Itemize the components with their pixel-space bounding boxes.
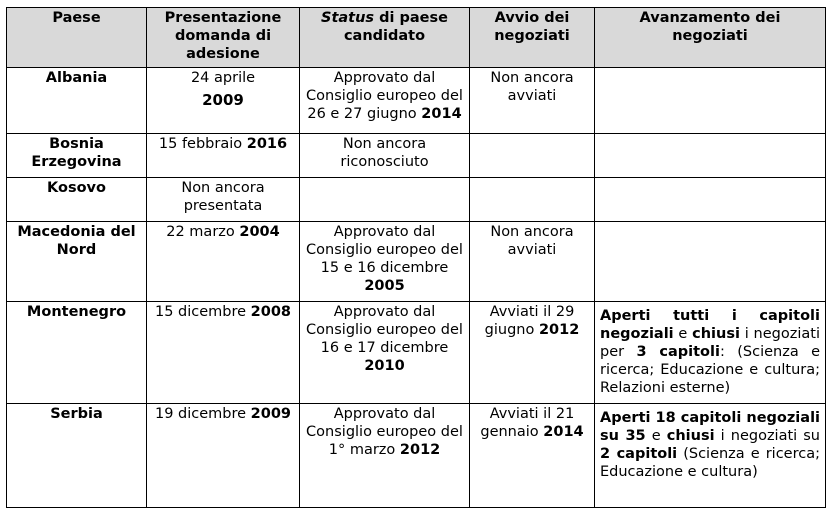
country-macedonia: Macedonia del Nord xyxy=(7,222,147,302)
av-open: Aperti tutti i capitoli negoziali xyxy=(600,308,820,342)
header-status-italic: Status xyxy=(321,10,375,26)
av-closed: chiusi xyxy=(666,428,715,444)
table-row xyxy=(7,222,826,302)
av-detail: : (Scienza e ricerca; Educazione e cultura; Relazioni esterne) xyxy=(600,344,821,396)
domanda-date: 24 aprile xyxy=(190,70,256,86)
domanda-cell xyxy=(147,222,300,302)
av-count: 2 capitoli xyxy=(600,446,678,462)
status-year: 2005 xyxy=(364,278,405,294)
accession-table xyxy=(6,7,826,508)
status-cell xyxy=(300,68,470,134)
domanda-date: 22 marzo xyxy=(166,224,240,240)
avvio-cell: Non ancora avviati xyxy=(470,222,595,302)
avvio-cell: Non ancora avviati xyxy=(470,68,595,134)
country-montenegro: Montenegro xyxy=(7,302,147,404)
avanzamento-cell xyxy=(595,68,826,134)
av-detail: (Scienza e ricerca; Educazione e cultura) xyxy=(600,446,820,480)
header-row xyxy=(7,8,826,68)
av-and: e xyxy=(645,428,667,444)
status-cell xyxy=(300,222,470,302)
status-cell xyxy=(300,302,470,404)
av-closed: chiusi xyxy=(692,326,740,342)
table-row xyxy=(7,68,826,134)
domanda-cell xyxy=(147,68,300,134)
domanda-date: 15 dicembre xyxy=(154,304,251,320)
country-kosovo: Kosovo xyxy=(7,178,147,222)
table-row xyxy=(7,178,826,222)
avanzamento-cell xyxy=(595,222,826,302)
avvio-cell xyxy=(470,302,595,404)
header-status-rest: di paese candidato xyxy=(343,10,448,44)
av-and: e xyxy=(673,326,693,342)
status-text: Approvato dal Consiglio europeo del 26 e 27 giugno xyxy=(306,70,463,122)
status-year: 2010 xyxy=(364,358,405,374)
status-text: Approvato dal Consiglio europeo del 15 e 16 dicembre xyxy=(306,224,463,276)
table-row xyxy=(7,404,826,508)
domanda-date: 15 febbraio xyxy=(158,136,247,152)
domanda-year: 2009 xyxy=(250,406,292,422)
status-year: 2014 xyxy=(421,106,462,122)
status-cell: Non ancora riconosciuto xyxy=(300,134,470,178)
status-cell xyxy=(300,178,470,222)
avanzamento-cell xyxy=(595,404,826,508)
domanda-year: 2016 xyxy=(246,136,288,152)
avvio-year: 2014 xyxy=(543,424,584,440)
avvio-cell xyxy=(470,134,595,178)
domanda-cell: Non ancora presentata xyxy=(147,178,300,222)
status-text: Approvato dal Consiglio europeo del 16 e 17 dicembre xyxy=(306,304,463,356)
domanda-date: 19 dicembre xyxy=(154,406,251,422)
header-avanzamento: Avanzamento dei negoziati xyxy=(595,8,826,68)
domanda-year: 2008 xyxy=(250,304,292,320)
avanzamento-cell xyxy=(595,302,826,404)
status-year: 2012 xyxy=(399,442,441,458)
country-serbia: Serbia xyxy=(7,404,147,508)
avvio-text: Avviati il 21 gennaio xyxy=(480,406,575,440)
avanzamento-cell xyxy=(595,178,826,222)
domanda-year: 2004 xyxy=(239,224,280,240)
avanzamento-cell xyxy=(595,134,826,178)
country-bosnia: Bosnia Erzegovina xyxy=(7,134,147,178)
header-avvio: Avvio dei negoziati xyxy=(470,8,595,68)
country-albania: Albania xyxy=(7,68,147,134)
domanda-cell xyxy=(147,404,300,508)
avvio-year: 2012 xyxy=(538,322,580,338)
header-domanda: Presentazione domanda di adesione xyxy=(147,8,300,68)
av-negoziati: i negoziati per xyxy=(600,326,820,360)
domanda-cell xyxy=(147,134,300,178)
table-row xyxy=(7,302,826,404)
av-negoziati: i negoziati su xyxy=(714,428,821,444)
avvio-text: Avviati il 29 giugno xyxy=(484,304,575,338)
avvio-cell xyxy=(470,404,595,508)
domanda-cell xyxy=(147,302,300,404)
header-paese: Paese xyxy=(7,8,147,68)
header-status xyxy=(300,8,470,68)
av-open: Aperti 18 capitoli negoziali su 35 xyxy=(600,410,821,444)
status-cell xyxy=(300,404,470,508)
domanda-year: 2009 xyxy=(202,91,244,109)
av-count: 3 capitoli xyxy=(636,344,720,360)
table-row xyxy=(7,134,826,178)
avvio-cell xyxy=(470,178,595,222)
status-text: Approvato dal Consiglio europeo del 1° marzo xyxy=(306,406,463,458)
